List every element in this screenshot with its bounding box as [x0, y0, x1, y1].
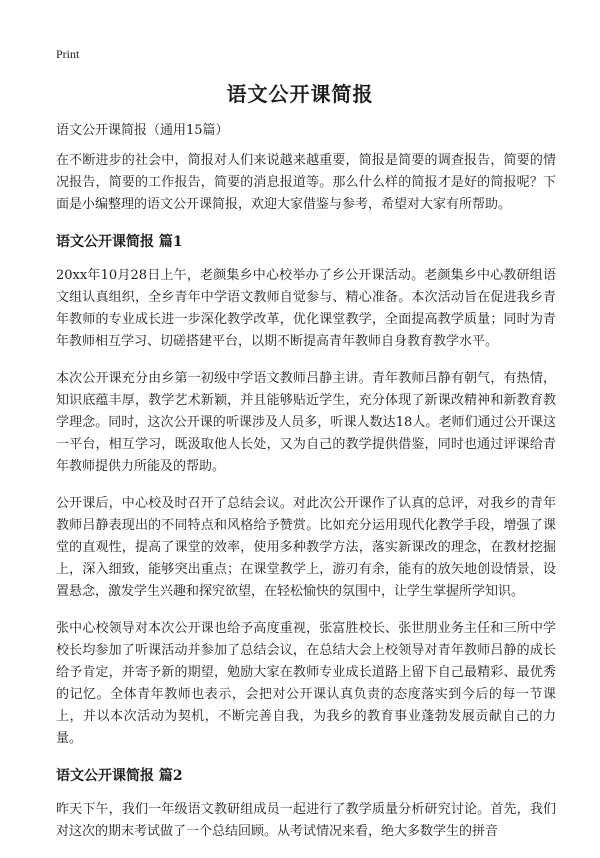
section1-paragraph-2: 本次公开课充分由乡第一初级中学语文教师吕静主讲。青年教师吕静有朝气，有热情，知识底蕴丰厚，教学艺术新颖，并且能够贴近学生，充分体现了新课改精神和新教育教学理念。同时，这次公开课的听课涉及人员多，听课人数达18人。老师们通过公开课这一平台，相互学习，既汲取他人长处，又为自己的教学提供借鉴，同时也通过评课给青年教师提供力所能及的帮助。: [56, 371, 556, 474]
section-heading-1: 语文公开课简报 篇1: [56, 234, 183, 250]
section2-paragraph-1: 昨天下午，我们一年级语文教研组成员一起进行了教学质量分析研究讨论。首先，我们对这次的期末考试做了一个总结回顾。从考试情况来看，绝大多数学生的拼音: [56, 802, 556, 839]
article-subtitle: 语文公开课简报（通用15篇）: [56, 123, 229, 138]
page-title: 语文公开课简报: [226, 82, 374, 106]
article-body: [56, 120, 556, 858]
print-link[interactable]: Print: [56, 47, 80, 61]
section-heading-2: 语文公开课简报 篇2: [56, 768, 183, 784]
section1-paragraph-4: 张中心校领导对本次公开课也给予高度重视，张富胜校长、张世朋业务主任和三所中学校长均参加了听课活动并参加了总结会议，在总结大会上校领导对青年教师吕静的成长给予肯定，并寄予新的期望，勉励大家在教师专业成长道路上留下自己最精彩、最优秀的记忆。全体青年教师也表示，会把对公开课认真负责的态度落实到今后的每一节课上，并以本次活动为契机，不断完善自我，为我乡的教育事业蓬勃发展贡献自己的力量。: [56, 621, 556, 746]
section1-paragraph-3: 公开课后，中心校及时召开了总结会议。对此次公开课作了认真的总评，对我乡的青年教师吕静表现出的不同特点和风格给予赞赏。比如充分运用现代化教学手段，增强了课堂的直观性，提高了课堂的效率，使用多种教学方法，落实新课改的理念，在教材挖掘上，深入细致，能够突出重点；在课堂教学上，游刃有余，能有的放矢地创设情景，设置悬念，激发学生兴趣和探究欲望，在轻松愉快的氛围中，让学生掌握所学知识。: [56, 496, 556, 599]
intro-paragraph: 在不断进步的社会中，简报对人们来说越来越重要，简报是简要的调查报告，简要的情况报告，简要的工作报告，简要的消息报道等。那么什么样的简报才是好的简报呢？下面是小编整理的语文公开课简报，欢迎大家借鉴与参考，希望对大家有所帮助。: [56, 153, 556, 212]
section1-paragraph-1: 20xx年10月28日上午，老颜集乡中心校举办了乡公开课活动。老颜集乡中心教研组语文组认真组织，全乡青年中学语文教师自觉参与、精心准备。本次活动旨在促进我乡青年教师的专业成长进一步深化教学改革，优化课堂教学，全面提高教学质量；同时为青年教师相互学习、切磋搭建平台，以期不断提高青年教师自身教育教学水平。: [56, 268, 556, 349]
